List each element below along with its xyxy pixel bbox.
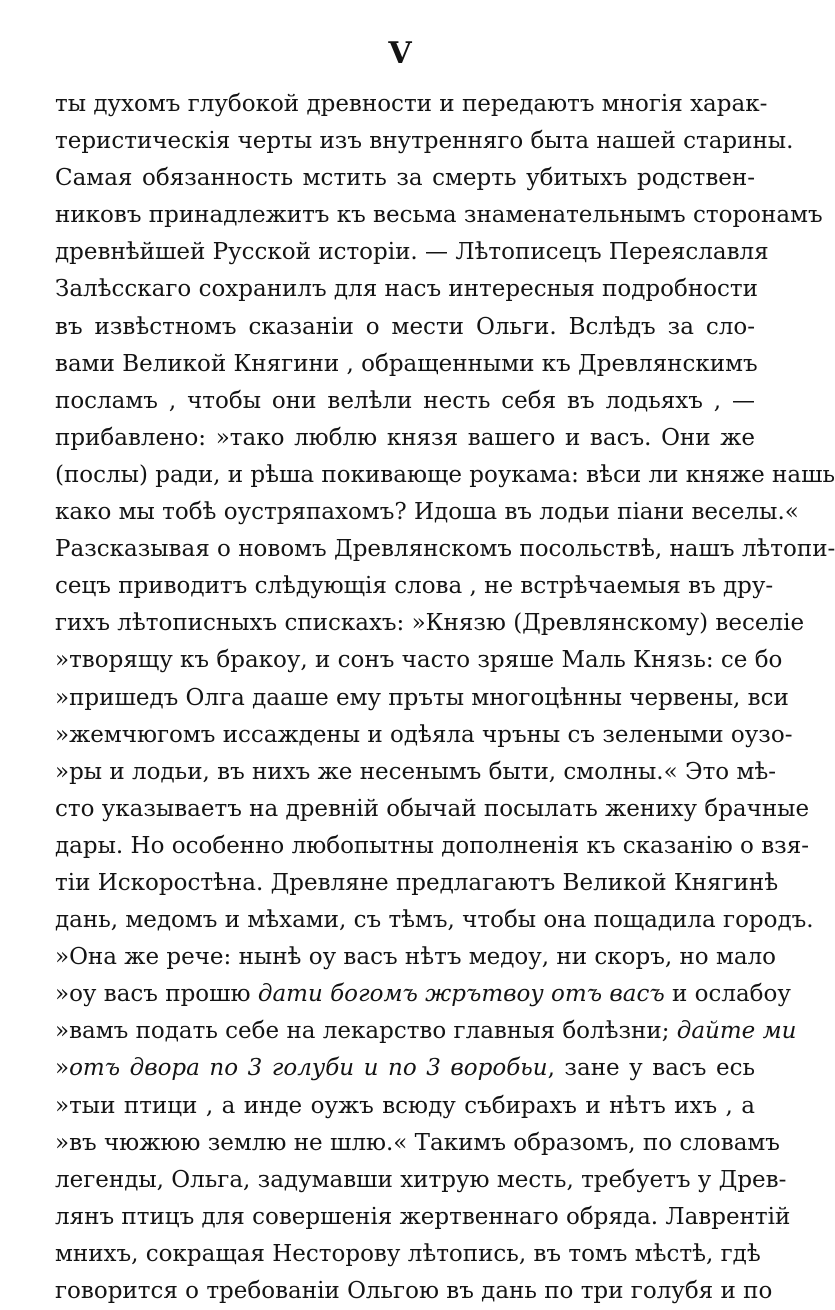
text-segment: сто указываетъ на древній обычай посылать жениху брачные	[55, 795, 810, 822]
text-segment: »тыи птици , а инде оужъ всюду събирахъ и нѣтъ ихъ , а	[55, 1092, 755, 1119]
text-line	[55, 642, 783, 679]
text-line	[55, 1162, 787, 1199]
text-segment: Залѣсскаго сохранилъ для насъ интересныя подробности	[55, 276, 758, 303]
text-segment: въ извѣстномъ сказаніи о мести Ольги. Вслѣдъ за сло-	[55, 313, 755, 340]
text-line	[55, 1050, 755, 1087]
text-segment: лянъ птицъ для совершенія жертвеннаго обряда. Лаврентій	[55, 1203, 791, 1230]
text-segment: гихъ лѣтописныхъ спискахъ: »Князю (Древлянскому) веселіе	[55, 610, 805, 637]
text-line	[55, 902, 814, 939]
text-segment: »пришедъ Олга дааше ему пръты многоцѣнны червены, вси	[55, 684, 789, 711]
text-segment: Разсказывая о новомъ Древлянскомъ посольствѣ, нашъ лѣтопи-	[55, 536, 835, 563]
italic-quote-segment: дайте ми	[676, 1018, 797, 1045]
text-line	[55, 346, 758, 383]
text-segment: легенды, Ольга, задумавши хитрую месть, требуетъ у Древ-	[55, 1166, 787, 1193]
text-segment: теристическія черты изъ внутренняго быта нашей старины.	[55, 128, 794, 155]
text-segment: »въ чюжюю землю не шлю.« Такимъ образомъ, по словамъ	[55, 1129, 780, 1156]
text-line	[55, 123, 794, 160]
text-segment: посламъ , чтобы они велѣли несть себя въ лодьяхъ , —	[55, 387, 755, 414]
body-text	[55, 86, 835, 1310]
text-segment: »вамъ подать себе на лекарство главныя болѣзни;	[55, 1018, 677, 1045]
text-line	[55, 1013, 797, 1050]
text-line	[55, 791, 810, 828]
text-segment: вами Великой Княгини , обращенными къ Древлянскимъ	[55, 350, 758, 377]
text-line	[55, 457, 835, 494]
text-line	[55, 605, 805, 642]
text-line	[55, 1236, 761, 1273]
italic-quote-segment: дати богомъ жрътвоу отъ васъ	[257, 981, 665, 1008]
text-segment: прибавлено: »тако люблю князя вашего и васъ. Они же	[55, 424, 755, 451]
text-line	[55, 754, 776, 791]
text-segment: (послы) ради, и рѣша покивающе роукама: вѣси ли княже нашь	[55, 461, 835, 488]
text-line	[55, 1199, 791, 1236]
text-line	[55, 309, 755, 346]
text-segment: мнихъ, сокращая Несторову лѣтопись, въ томъ мѣстѣ, гдѣ	[55, 1240, 761, 1267]
page-number: V	[388, 36, 413, 71]
text-segment: ты духомъ глубокой древности и передаютъ многія харак-	[55, 91, 768, 117]
text-segment: говорится о требованіи Ольгою въ дань по три голубя и по	[55, 1278, 773, 1304]
text-segment: тіи Искоростѣна. Древляне предлагаютъ Великой Княгинѣ	[55, 869, 779, 896]
text-segment: никовъ принадлежитъ къ весьма знаменательнымъ сторонамъ	[55, 202, 823, 229]
text-line	[55, 494, 799, 531]
text-line	[55, 717, 793, 754]
text-segment: и ослабоу	[664, 981, 791, 1008]
text-line	[55, 939, 777, 976]
text-segment: »ры и лодьи, въ нихъ же несенымъ быти, смолны.« Это мѣ-	[55, 758, 776, 785]
text-line	[55, 1088, 755, 1125]
text-segment: древнѣйшей Русской исторіи. — Лѣтописецъ Переяславля	[55, 239, 769, 266]
text-segment: дары. Но особенно любопытны дополненія къ сказанію о взя-	[55, 832, 809, 859]
text-line	[55, 1273, 773, 1310]
text-segment: »	[55, 1055, 70, 1082]
text-line	[55, 828, 809, 865]
text-segment: дань, медомъ и мѣхами, съ тѣмъ, чтобы она пощадила городъ.	[55, 907, 814, 934]
text-line	[55, 865, 779, 902]
text-line	[55, 976, 791, 1013]
text-line	[55, 531, 835, 568]
text-line	[55, 568, 774, 605]
text-line	[55, 271, 758, 308]
text-line	[55, 160, 755, 197]
text-line	[55, 1125, 780, 1162]
text-segment: »жемчюгомъ иссаждены и одѣяла чръны съ зелеными оузо-	[55, 721, 793, 748]
text-segment: , зане у васъ есь	[547, 1055, 755, 1082]
text-line	[55, 86, 768, 123]
text-line	[55, 197, 823, 234]
text-line	[55, 383, 755, 420]
text-segment: сецъ приводитъ слѣдующія слова , не встрѣчаемыя въ дру-	[55, 573, 774, 600]
text-segment: како мы тобѣ оустряпахомъ? Идоша въ лодьи піани веселы.«	[55, 499, 799, 526]
italic-quote-segment: отъ двора по 3 голуби и по 3 воробьи	[69, 1055, 548, 1082]
text-segment: »оу васъ прошю	[55, 981, 258, 1008]
text-segment: »Она же рече: нынѣ оу васъ нѣтъ медоу, ни скоръ, но мало	[55, 944, 777, 971]
text-segment: »творящу къ бракоу, и сонъ часто зряше Маль Князь: се бо	[55, 647, 783, 674]
text-line	[55, 680, 789, 717]
text-line	[55, 234, 769, 271]
text-line	[55, 420, 755, 457]
text-segment: Самая обязанность мстить за смерть убитыхъ родствен-	[55, 165, 755, 192]
